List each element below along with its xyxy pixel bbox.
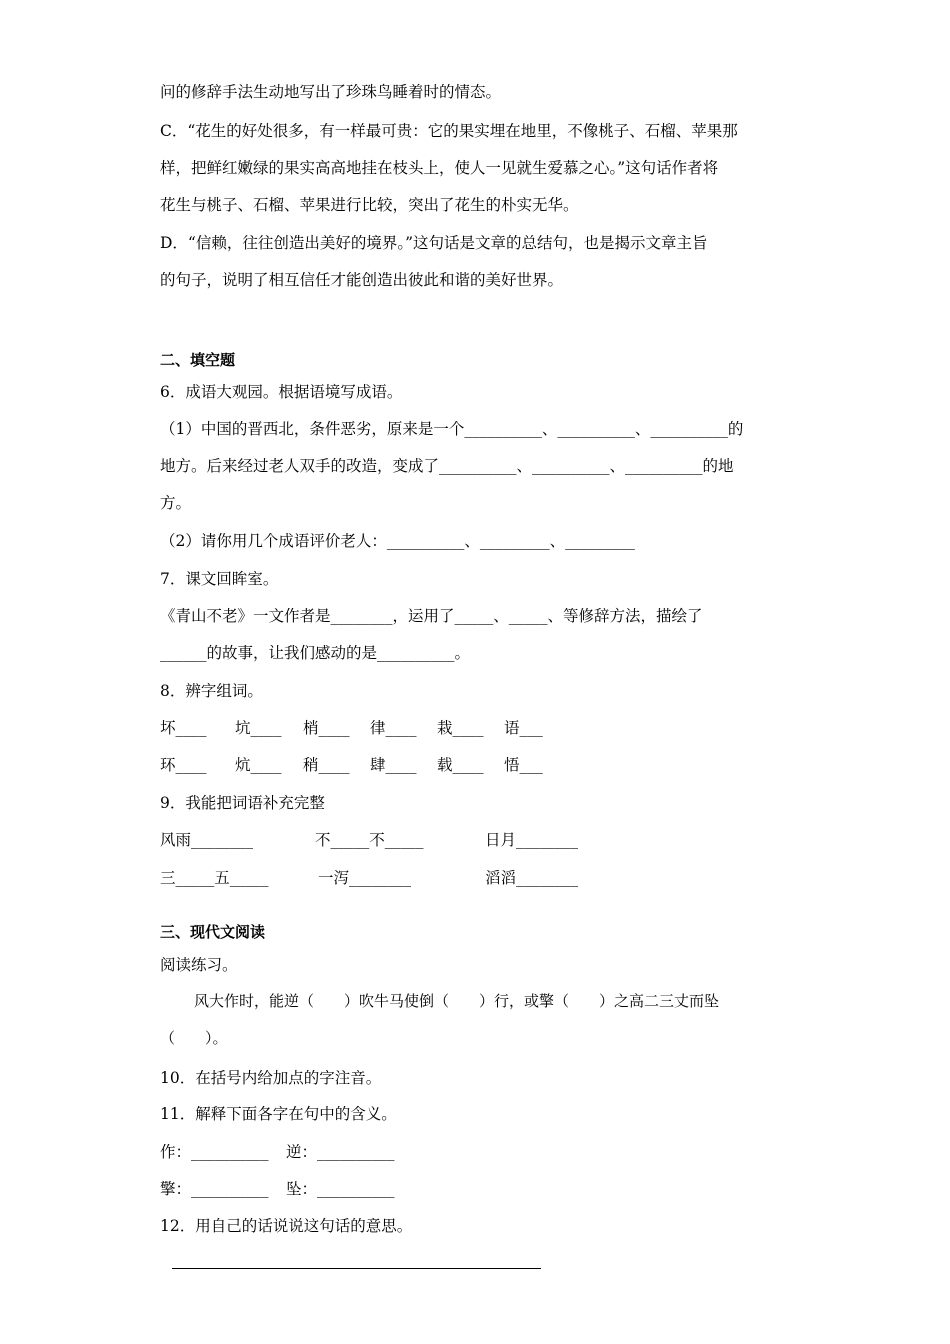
q6-part2: （2）请你用几个成语评价老人：__________、_________、_________ [160,532,635,550]
q9-stem: 9．我能把词语补充完整 [160,794,325,812]
q8-stem: 8．辨字组词。 [160,682,263,700]
q5-option-c-line1: C．“花生的好处很多，有一样最可贵：它的果实埋在地里，不像桃子、石榴、苹果那 [160,122,738,140]
q9-row2-item: 滔滔________ [485,869,579,887]
q6-stem: 6．成语大观园。根据语境写成语。 [160,383,403,401]
q5-option-d-line2: 的句子，说明了相互信任才能创造出彼此和谐的美好世界。 [160,271,564,289]
q8-row1-item: 律____ [370,719,417,737]
q5-option-c-line3: 花生与桃子、石榴、苹果进行比较，突出了花生的朴实无华。 [160,196,579,214]
q9-row2-item: 三_____五_____ [160,869,269,887]
q9-row1-item: 不_____不_____ [315,831,424,849]
q6-part1-line3: 方。 [160,494,192,512]
section-heading-fill-blank: 二、填空题 [160,351,236,369]
q7-line1: 《青山不老》一文作者是________，运用了_____、_____、等修辞方法，描绘了 [160,607,703,625]
q12-stem: 12．用自己的话说说这句话的意思。 [160,1217,413,1235]
q11-row2-item: 擎：__________ [160,1180,269,1198]
q11-row1-item: 作：__________ [160,1143,269,1161]
q5-option-c-line2: 样，把鲜红嫩绿的果实高高地挂在枝头上，使人一见就生爱慕之心。”这句话作者将 [160,159,719,177]
q10-stem: 10．在括号内给加点的字注音。 [160,1069,382,1087]
q8-row2-item: 环____ [160,756,207,774]
q8-row2-item: 炕____ [235,756,282,774]
q5-option-d-line1: D．“信赖，往往创造出美好的境界。”这句话是文章的总结句，也是揭示文章主旨 [160,234,708,252]
q8-row1-item: 语___ [504,719,543,737]
reading-intro: 阅读练习。 [160,956,238,974]
q5-option-b-line2: 问的修辞手法生动地写出了珍珠鸟睡着时的情态。 [160,83,502,101]
answer-line[interactable] [172,1268,541,1269]
q8-row1-item: 栽____ [437,719,484,737]
q6-part1-line1: （1）中国的晋西北，条件恶劣，原来是一个__________、__________、__________的 [160,420,744,438]
q9-row1-item: 风雨________ [160,831,254,849]
q11-row1-item: 逆：__________ [286,1143,395,1161]
q8-row1-item: 坏____ [160,719,207,737]
section-heading-reading: 三、现代文阅读 [160,923,266,941]
q6-part1-line2: 地方。后来经过老人双手的改造，变成了__________、__________、__________的地 [160,457,734,475]
q8-row2-item: 稍____ [303,756,350,774]
q8-row2-item: 载____ [437,756,484,774]
q11-stem: 11．解释下面各字在句中的含义。 [160,1105,397,1123]
q8-row1-item: 梢____ [303,719,350,737]
q8-row2-item: 悟___ [504,756,543,774]
passage-line2: （ ）。 [160,1029,228,1047]
q9-row2-item: 一泻________ [318,869,412,887]
q9-row1-item: 日月________ [485,831,579,849]
q7-line2: ______的故事，让我们感动的是__________。 [160,644,471,662]
passage-line1: 风大作时，能逆（ ）吹牛马使倒（ ）行，或擎（ ）之高二三丈而坠 [194,992,720,1010]
q7-stem: 7．课文回眸室。 [160,570,279,588]
q8-row1-item: 坑____ [235,719,282,737]
q11-row2-item: 坠：__________ [286,1180,395,1198]
q8-row2-item: 肆____ [370,756,417,774]
